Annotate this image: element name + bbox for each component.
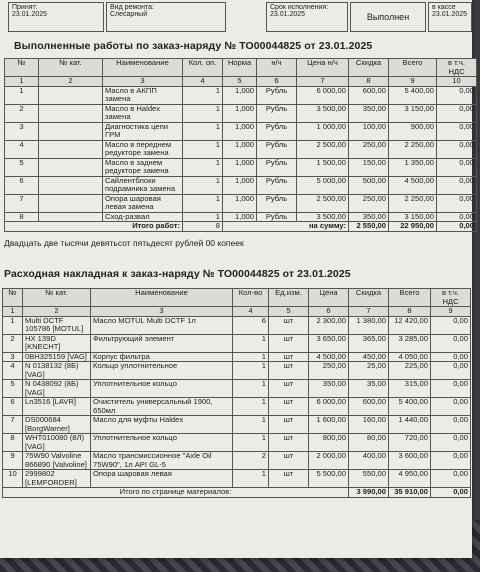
works-cell-disc: 100,00 [349, 122, 389, 140]
works-sum-discount: 2 550,00 [349, 222, 389, 232]
stamp-date: 23.01.2025 [432, 11, 468, 18]
parts-cell-vat: 0,00 [431, 316, 471, 334]
parts-header: Наименование [91, 289, 233, 307]
works-header: в т.ч. НДС [437, 59, 477, 77]
works-cell-vat: 0,00 [437, 104, 477, 122]
parts-cell-name: Уплотнительное кольцо [91, 434, 233, 452]
parts-col-num: 6 [309, 307, 349, 317]
stamp-box [428, 2, 472, 32]
parts-cell-price: 1 600,00 [309, 416, 349, 434]
parts-table-row [3, 334, 471, 352]
works-cell-n: 3 [5, 122, 39, 140]
works-cell-name: Сайлентблоки подрамника замена [103, 176, 183, 194]
parts-cell-vat: 0,00 [431, 380, 471, 398]
works-col-num: 5 [223, 77, 257, 87]
parts-sum-discount: 3 990,00 [349, 488, 389, 498]
parts-table-row [3, 434, 471, 452]
works-sum-label: на сумму: [223, 222, 349, 232]
exec-date-label: Срок исполнения: [270, 4, 329, 11]
works-cell-norm: 1,000 [223, 86, 257, 104]
works-table-row [5, 122, 477, 140]
parts-cell-n: 6 [3, 398, 23, 416]
works-header: № кат. [39, 59, 103, 77]
parts-cell-vat: 0,00 [431, 416, 471, 434]
parts-cell-n: 5 [3, 380, 23, 398]
works-cell-price: 1 000,00 [297, 122, 349, 140]
works-cell-norm: 1,000 [223, 194, 257, 212]
works-cell-n: 5 [5, 158, 39, 176]
works-cell-cat [39, 212, 103, 222]
parts-cell-cat: Ln3516 [LAVR] [23, 398, 91, 416]
status-text: Выполнен [366, 12, 410, 22]
parts-title: Расходная накладная к заказ-наряду № ТО00044825 от 23.01.2025 [4, 268, 351, 280]
works-table-row [5, 176, 477, 194]
works-cell-norm: 1,000 [223, 140, 257, 158]
works-cell-n: 4 [5, 140, 39, 158]
parts-header: Цена [309, 289, 349, 307]
parts-cell-unit: шт [269, 434, 309, 452]
parts-table-row [3, 316, 471, 334]
repair-type-label: Вид ремонта: [110, 4, 154, 11]
parts-cell-name: Кольцо уплотнительное [91, 362, 233, 380]
works-cell-n: 6 [5, 176, 39, 194]
parts-cell-disc: 80,00 [349, 434, 389, 452]
parts-table-row [3, 416, 471, 434]
parts-col-num: 8 [389, 307, 431, 317]
accepted-label: Принят: [12, 4, 38, 11]
parts-cell-qty: 1 [233, 434, 269, 452]
works-cell-norm: 1,000 [223, 212, 257, 222]
parts-cell-name: Фильтрующий элемент [91, 334, 233, 352]
exec-date-box [266, 2, 348, 32]
parts-cell-vat: 0,00 [431, 452, 471, 470]
parts-table [2, 288, 471, 498]
works-table-row [5, 158, 477, 176]
parts-cell-unit: шт [269, 398, 309, 416]
parts-cell-disc: 550,00 [349, 470, 389, 488]
works-col-num: 6 [257, 77, 297, 87]
parts-cell-disc: 400,00 [349, 452, 389, 470]
works-header: н/ч [257, 59, 297, 77]
parts-cell-n: 1 [3, 316, 23, 334]
works-cell-total: 2 250,00 [389, 140, 437, 158]
works-cell-cat [39, 194, 103, 212]
parts-cell-name: Опора шаровая левая [91, 470, 233, 488]
works-table-row [5, 212, 477, 222]
works-cell-n: 2 [5, 104, 39, 122]
parts-cell-total: 5 400,00 [389, 398, 431, 416]
parts-cell-price: 5 500,00 [309, 470, 349, 488]
parts-cell-total: 3 285,00 [389, 334, 431, 352]
works-cell-total: 900,00 [389, 122, 437, 140]
amount-in-words: Двадцать две тысячи девятьсот пятьдесят рублей 00 копеек [4, 238, 244, 248]
repair-type-value: Слесарный [110, 11, 148, 18]
works-cell-cat [39, 86, 103, 104]
works-cell-cat [39, 158, 103, 176]
parts-cell-cat: Multi DCTF 105786 [MOTUL] [23, 316, 91, 334]
status-box [350, 2, 426, 32]
works-title: Выполненные работы по заказ-наряду № ТО00044825 от 23.01.2025 [14, 40, 373, 52]
works-cell-qty: 1 [183, 212, 223, 222]
parts-cell-disc: 1 380,00 [349, 316, 389, 334]
works-col-num: 4 [183, 77, 223, 87]
works-header: Наименование [103, 59, 183, 77]
works-cell-disc: 150,00 [349, 158, 389, 176]
parts-cell-vat: 0,00 [431, 470, 471, 488]
works-total-label: Итого работ: [5, 222, 183, 232]
parts-cell-cat: N 0138132 (8Б) [VAG] [23, 362, 91, 380]
parts-cell-n: 9 [3, 452, 23, 470]
parts-cell-cat: 75W90 Valvoline 866890 [Valvoline] [23, 452, 91, 470]
works-table-row [5, 104, 477, 122]
parts-cell-qty: 6 [233, 316, 269, 334]
parts-cell-n: 3 [3, 352, 23, 362]
works-cell-vat: 0,00 [437, 212, 477, 222]
accepted-date: 23.01.2025 [12, 11, 48, 18]
accepted-box [8, 2, 104, 32]
parts-cell-qty: 1 [233, 416, 269, 434]
parts-sum-vat: 0,00 [431, 488, 471, 498]
works-cell-price: 2 500,00 [297, 194, 349, 212]
works-header-num-row [5, 77, 477, 87]
works-cell-unit: Рубль [257, 176, 297, 194]
parts-cell-qty: 1 [233, 380, 269, 398]
parts-cell-n: 2 [3, 334, 23, 352]
works-cell-total: 3 150,00 [389, 212, 437, 222]
works-cell-cat [39, 140, 103, 158]
parts-cell-cat: HX 139D [KNECHT] [23, 334, 91, 352]
parts-cell-price: 800,00 [309, 434, 349, 452]
parts-cell-unit: шт [269, 380, 309, 398]
works-cell-qty: 1 [183, 158, 223, 176]
parts-header-row [3, 289, 471, 307]
works-header: Скидка [349, 59, 389, 77]
works-cell-vat: 0,00 [437, 122, 477, 140]
works-cell-price: 3 500,00 [297, 104, 349, 122]
parts-total-label: Итого по странице материалов: [3, 488, 349, 498]
parts-header: в т.ч. НДС [431, 289, 471, 307]
works-cell-name: Сход-развал [103, 212, 183, 222]
works-cell-qty: 1 [183, 86, 223, 104]
works-cell-unit: Рубль [257, 140, 297, 158]
parts-total-row [3, 488, 471, 498]
parts-table-row [3, 452, 471, 470]
works-cell-unit: Рубль [257, 194, 297, 212]
parts-cell-total: 315,00 [389, 380, 431, 398]
parts-col-num: 2 [23, 307, 91, 317]
parts-cell-total: 1 440,00 [389, 416, 431, 434]
works-cell-n: 7 [5, 194, 39, 212]
works-cell-vat: 0,00 [437, 194, 477, 212]
parts-cell-price: 4 500,00 [309, 352, 349, 362]
parts-cell-unit: шт [269, 416, 309, 434]
parts-cell-cat: DS000684 [BorgWarner] [23, 416, 91, 434]
works-cell-price: 2 500,00 [297, 140, 349, 158]
parts-cell-price: 6 000,00 [309, 398, 349, 416]
parts-table-row [3, 362, 471, 380]
works-cell-disc: 500,00 [349, 176, 389, 194]
parts-cell-total: 225,00 [389, 362, 431, 380]
parts-cell-n: 4 [3, 362, 23, 380]
works-cell-name: Диагностика цепи ГРМ [103, 122, 183, 140]
works-total-row [5, 222, 477, 232]
parts-header: Ед.изм. [269, 289, 309, 307]
works-cell-name: Масло в заднем редукторе замена [103, 158, 183, 176]
parts-cell-price: 2 000,00 [309, 452, 349, 470]
parts-cell-vat: 0,00 [431, 398, 471, 416]
works-cell-disc: 600,00 [349, 86, 389, 104]
works-cell-unit: Рубль [257, 122, 297, 140]
exec-date-value: 23.01.2025 [270, 11, 306, 18]
parts-cell-cat: WHT010080 (8Л) [VAG] [23, 434, 91, 452]
works-col-num: 3 [103, 77, 183, 87]
parts-col-num: 4 [233, 307, 269, 317]
parts-col-num: 3 [91, 307, 233, 317]
parts-cell-disc: 160,00 [349, 416, 389, 434]
parts-cell-disc: 25,00 [349, 362, 389, 380]
parts-col-num: 5 [269, 307, 309, 317]
works-cell-disc: 250,00 [349, 194, 389, 212]
parts-cell-qty: 1 [233, 470, 269, 488]
repair-type-box [106, 2, 226, 32]
works-cell-price: 3 500,00 [297, 212, 349, 222]
works-cell-qty: 1 [183, 104, 223, 122]
works-cell-norm: 1,000 [223, 122, 257, 140]
parts-cell-disc: 365,00 [349, 334, 389, 352]
parts-header: № [3, 289, 23, 307]
parts-cell-n: 7 [3, 416, 23, 434]
works-col-num: 9 [389, 77, 437, 87]
works-cell-name: Опора шаровая левая замена [103, 194, 183, 212]
parts-table-row [3, 398, 471, 416]
works-cell-unit: Рубль [257, 212, 297, 222]
parts-cell-disc: 600,00 [349, 398, 389, 416]
works-cell-price: 6 000,00 [297, 86, 349, 104]
parts-cell-total: 3 600,00 [389, 452, 431, 470]
parts-cell-name: Корпус фильтра [91, 352, 233, 362]
parts-cell-disc: 450,00 [349, 352, 389, 362]
works-cell-cat [39, 122, 103, 140]
parts-cell-unit: шт [269, 316, 309, 334]
works-cell-unit: Рубль [257, 104, 297, 122]
parts-cell-total: 4 950,00 [389, 470, 431, 488]
works-cell-n: 8 [5, 212, 39, 222]
parts-cell-qty: 2 [233, 452, 269, 470]
parts-sum-total: 35 910,00 [389, 488, 431, 498]
parts-cell-n: 8 [3, 434, 23, 452]
works-cell-name: Масло в переднем редукторе замена [103, 140, 183, 158]
parts-header: Всего [389, 289, 431, 307]
works-cell-unit: Рубль [257, 86, 297, 104]
works-cell-total: 4 500,00 [389, 176, 437, 194]
parts-col-num: 7 [349, 307, 389, 317]
works-col-num: 1 [5, 77, 39, 87]
parts-cell-price: 3 650,00 [309, 334, 349, 352]
parts-cell-vat: 0,00 [431, 334, 471, 352]
works-total-qty: 8 [183, 222, 223, 232]
parts-header: № кат. [23, 289, 91, 307]
works-cell-norm: 1,000 [223, 104, 257, 122]
parts-cell-name: Масло трансмиссионное "Axle Oil 75W90", 1л API GL-5 [91, 452, 233, 470]
parts-cell-total: 4 050,00 [389, 352, 431, 362]
parts-cell-price: 350,00 [309, 380, 349, 398]
works-header: Цена н/ч [297, 59, 349, 77]
works-cell-disc: 350,00 [349, 212, 389, 222]
works-cell-n: 1 [5, 86, 39, 104]
works-sum-total: 22 950,00 [389, 222, 437, 232]
works-col-num: 10 [437, 77, 477, 87]
works-cell-qty: 1 [183, 194, 223, 212]
works-cell-unit: Рубль [257, 158, 297, 176]
works-cell-vat: 0,00 [437, 86, 477, 104]
parts-col-num: 9 [431, 307, 471, 317]
parts-table-row [3, 470, 471, 488]
parts-cell-total: 12 420,00 [389, 316, 431, 334]
works-cell-disc: 250,00 [349, 140, 389, 158]
parts-cell-unit: шт [269, 452, 309, 470]
parts-col-num: 1 [3, 307, 23, 317]
works-header-row [5, 59, 477, 77]
works-cell-qty: 1 [183, 176, 223, 194]
parts-cell-name: Уплотнительное кольцо [91, 380, 233, 398]
parts-table-row [3, 352, 471, 362]
parts-cell-unit: шт [269, 362, 309, 380]
works-cell-qty: 1 [183, 122, 223, 140]
parts-header: Кол-во [233, 289, 269, 307]
works-cell-price: 1 500,00 [297, 158, 349, 176]
parts-cell-name: Масло MOTUL Multi DCTF 1л [91, 316, 233, 334]
parts-cell-cat: 2999802 [LEMFORDER] [23, 470, 91, 488]
parts-cell-disc: 35,00 [349, 380, 389, 398]
works-table-row [5, 194, 477, 212]
works-cell-price: 5 000,00 [297, 176, 349, 194]
parts-cell-vat: 0,00 [431, 352, 471, 362]
works-cell-vat: 0,00 [437, 176, 477, 194]
works-cell-vat: 0,00 [437, 140, 477, 158]
works-cell-total: 2 250,00 [389, 194, 437, 212]
parts-cell-qty: 1 [233, 352, 269, 362]
parts-cell-cat: N 0438092 (8Б) [VAG] [23, 380, 91, 398]
works-header: Норма [223, 59, 257, 77]
parts-cell-qty: 1 [233, 334, 269, 352]
works-cell-norm: 1,000 [223, 158, 257, 176]
parts-cell-unit: шт [269, 470, 309, 488]
works-header: Всего [389, 59, 437, 77]
parts-cell-unit: шт [269, 334, 309, 352]
works-col-num: 2 [39, 77, 103, 87]
parts-cell-unit: шт [269, 352, 309, 362]
parts-cell-vat: 0,00 [431, 362, 471, 380]
parts-cell-vat: 0,00 [431, 434, 471, 452]
works-col-num: 8 [349, 77, 389, 87]
parts-cell-name: Очиститель универсальный 1900, 650мл [91, 398, 233, 416]
parts-cell-qty: 1 [233, 362, 269, 380]
works-table-row [5, 140, 477, 158]
parts-cell-cat: 0BH325159 [VAG] [23, 352, 91, 362]
parts-cell-qty: 1 [233, 398, 269, 416]
parts-header: Скидка [349, 289, 389, 307]
works-header: № [5, 59, 39, 77]
works-header: Кол. оп. [183, 59, 223, 77]
parts-header-num-row [3, 307, 471, 317]
works-cell-total: 5 400,00 [389, 86, 437, 104]
works-cell-name: Масло в Haldex замена [103, 104, 183, 122]
works-cell-total: 3 150,00 [389, 104, 437, 122]
works-cell-norm: 1,000 [223, 176, 257, 194]
works-cell-name: Масло в АКПП замена [103, 86, 183, 104]
works-cell-cat [39, 104, 103, 122]
works-cell-cat [39, 176, 103, 194]
parts-cell-total: 720,00 [389, 434, 431, 452]
parts-cell-price: 2 300,00 [309, 316, 349, 334]
parts-table-row [3, 380, 471, 398]
works-sum-vat: 0,00 [437, 222, 477, 232]
works-table [4, 58, 477, 232]
parts-cell-price: 250,00 [309, 362, 349, 380]
works-cell-total: 1 350,00 [389, 158, 437, 176]
works-cell-qty: 1 [183, 140, 223, 158]
works-cell-vat: 0,00 [437, 158, 477, 176]
parts-cell-name: Масло для муфты Haldex [91, 416, 233, 434]
works-table-row [5, 86, 477, 104]
works-cell-disc: 350,00 [349, 104, 389, 122]
parts-cell-n: 10 [3, 470, 23, 488]
stamp-text: в кассе [432, 4, 456, 11]
works-col-num: 7 [297, 77, 349, 87]
